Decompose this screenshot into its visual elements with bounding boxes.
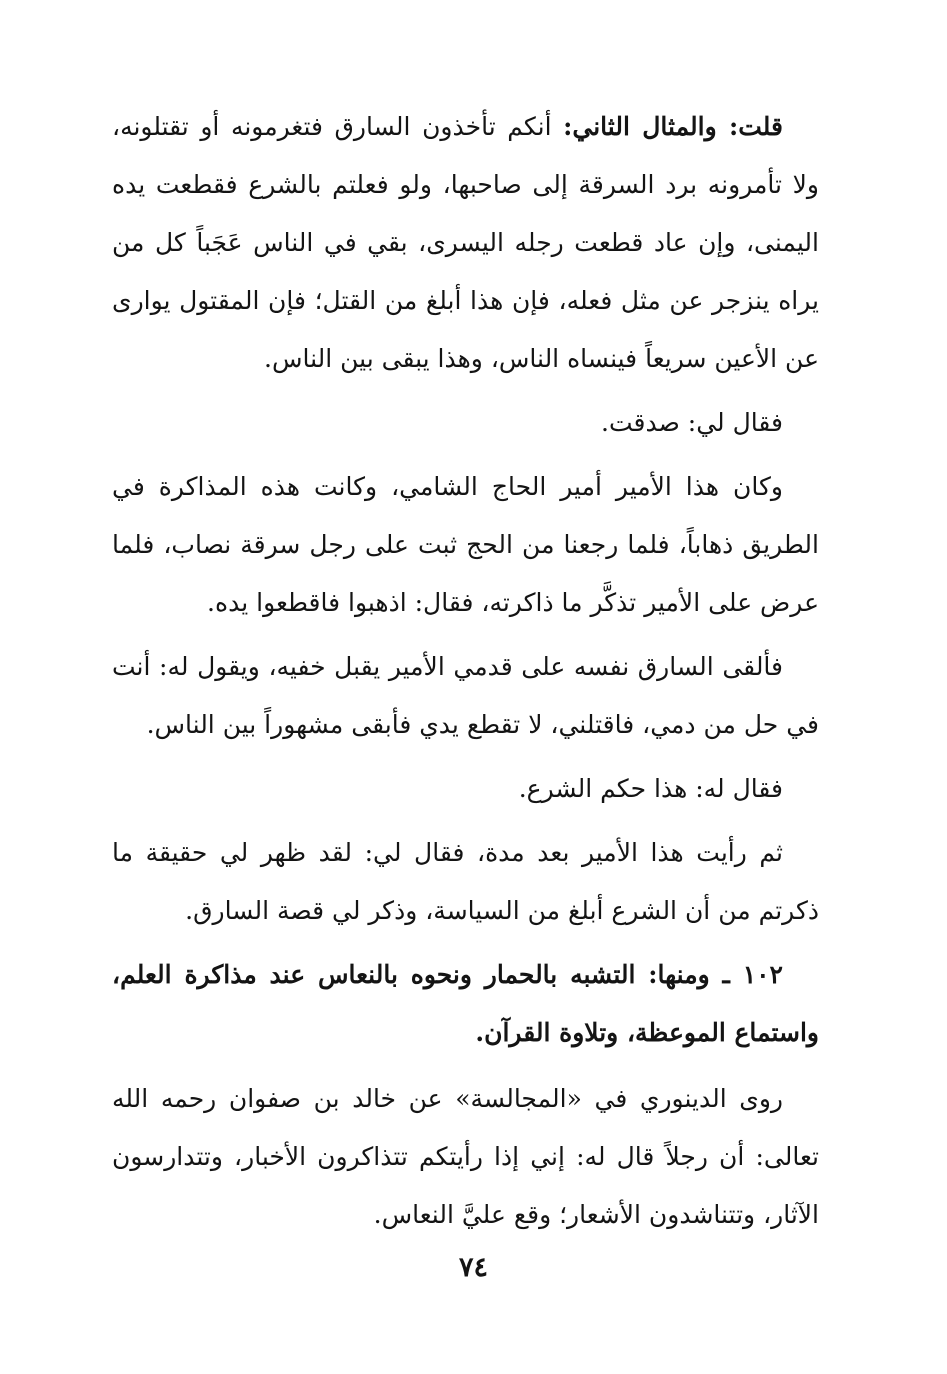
paragraph-reply-2: فقال له: هذا حكم الشرع. bbox=[518, 774, 783, 803]
paragraph-dinawari: روى الدينوري في «المجالسة» عن خالد بن صفوان رحمه الله تعالى: أن رجلاً قال له: إني إذا رأيتكم تتذاكرون الأخبار، وتتدارسون الآثار، وتتناشدون الأشعار؛ وقع عليَّ النعاس. bbox=[112, 1084, 819, 1229]
page-body bbox=[112, 98, 819, 1250]
section-heading: ١٠٢ ـ ومنها: التشبه بالحمار ونحوه بالنعاس عند مذاكرة العلم، واستماع الموعظة، وتلاوة القرآن. bbox=[112, 960, 819, 1047]
paragraph-reply-1: فقال لي: صدقت. bbox=[601, 408, 783, 437]
paragraph-emir-story: وكان هذا الأمير أمير الحاج الشامي، وكانت هذه المذاكرة في الطريق ذهاباً، فلما رجعنا من الحج ثبت على رجل سرقة نصاب، فلما عرض على الأمير تذكَّر ما ذاكرته، فقال: اذهبوا فاقطعوا يده. bbox=[112, 472, 819, 617]
page-number: ٧٤ bbox=[458, 1252, 488, 1283]
paragraph-later-meeting: ثم رأيت هذا الأمير بعد مدة، فقال لي: لقد ظهر لي حقيقة ما ذكرتم من أن الشرع أبلغ من السياسة، وذكر لي قصة السارق. bbox=[112, 838, 819, 925]
paragraph-lead: قلت: والمثال الثاني: bbox=[563, 112, 783, 141]
paragraph-text: أنكم تأخذون السارق فتغرمونه أو تقتلونه، ولا تأمرونه برد السرقة إلى صاحبها، ولو فعلتم بالشرع فقطعت يده اليمنى، وإن عاد قطعت رجله اليسرى، بقي في الناس عَجَباً كل من يراه ينزجر عن مثل فعله، فإن هذا أبلغ من القتل؛ فإن المقتول يوارى عن الأعين سريعاً فينساه الناس، وهذا يبقى بين الناس. bbox=[112, 112, 819, 373]
paragraph-example-two bbox=[112, 98, 819, 388]
paragraph-thief-plea: فألقى السارق نفسه على قدمي الأمير يقبل خفيه، ويقول له: أنت في حل من دمي، فاقتلني، لا تقطع يدي فأبقى مشهوراً بين الناس. bbox=[112, 652, 819, 739]
